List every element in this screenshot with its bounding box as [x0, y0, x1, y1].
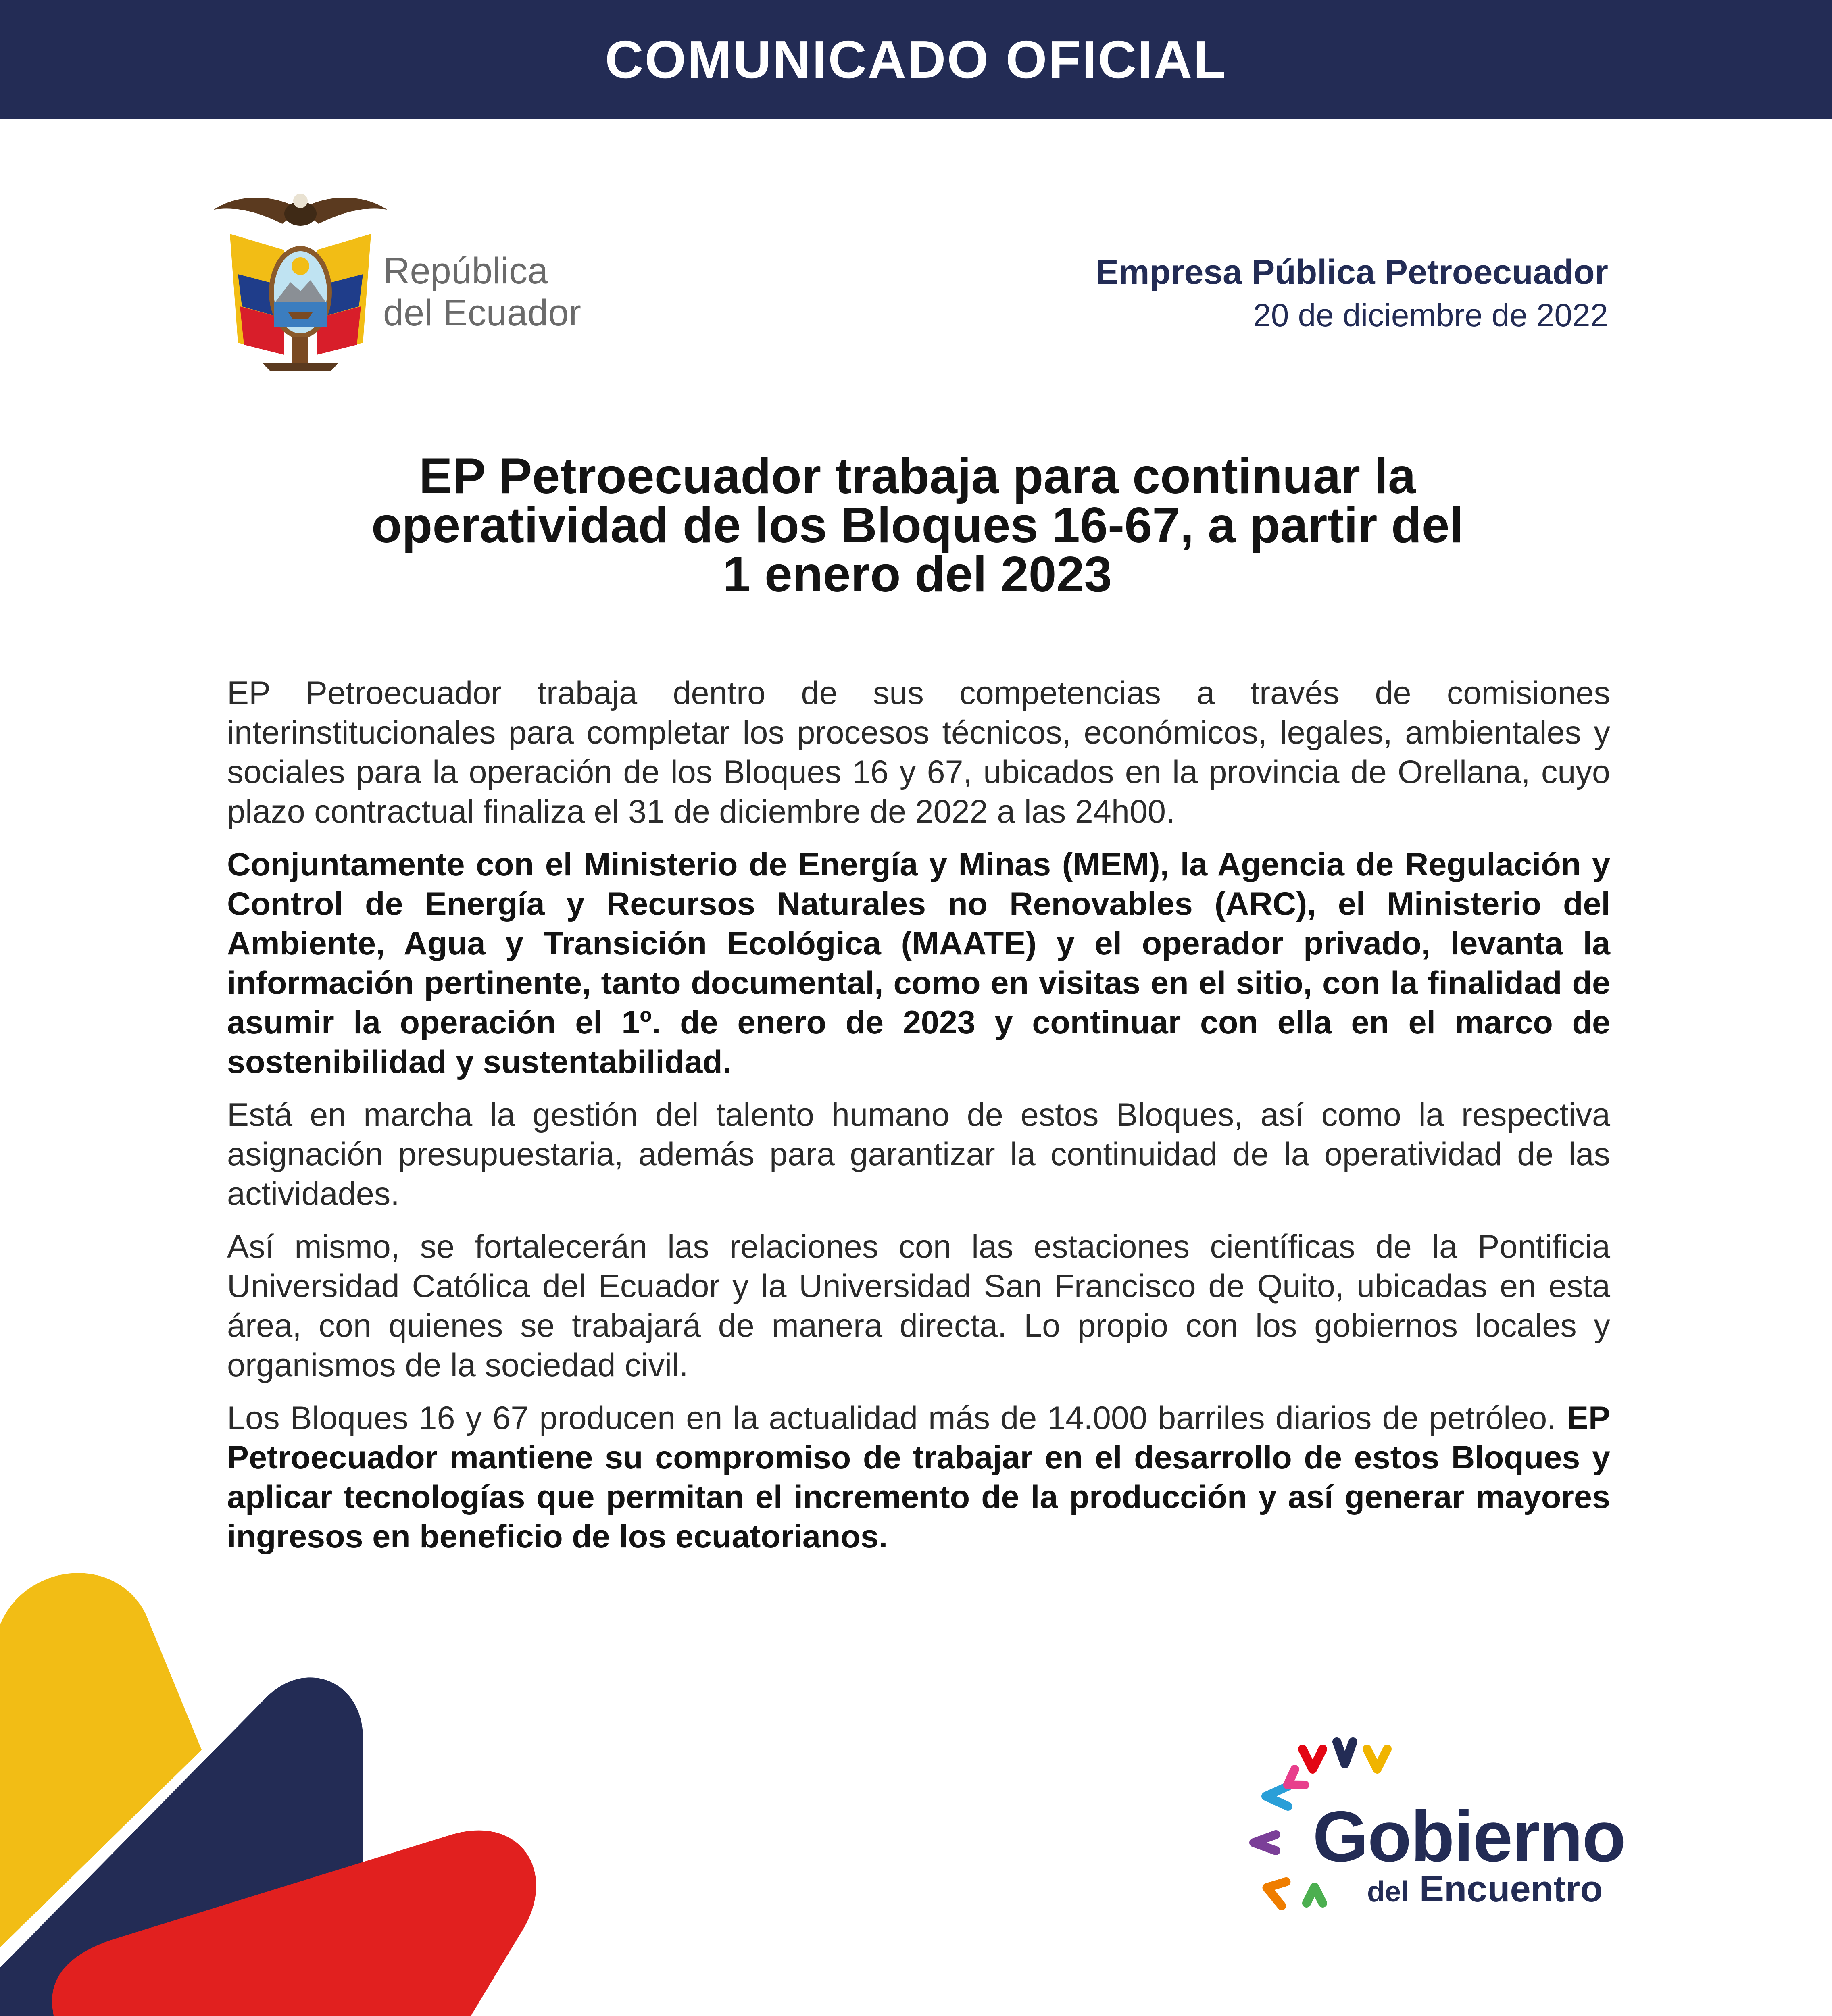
headline-line3: 1 enero del 2023: [723, 547, 1112, 602]
paragraph-4: Así mismo, se fortalecerán las relaciones con las estaciones científicas de la Pontificia Universidad Católica del Ecuador y la Universidad San Francisco de Quito, ubicadas en esta área, con quienes se trabajará de manera directa. Lo propio con los gobiernos locales y organismos de la sociedad civil.: [227, 1229, 1610, 1383]
republic-line2: del Ecuador: [383, 292, 581, 333]
republic-wordmark: [383, 250, 581, 334]
header-banner: [0, 0, 1832, 119]
encuentro-del: del: [1367, 1876, 1409, 1908]
paragraph-5: [227, 1398, 1610, 1556]
encuentro-word: Encuentro: [1419, 1868, 1603, 1910]
publisher-block: [1096, 250, 1608, 336]
banner-title: COMUNICADO OFICIAL: [605, 30, 1227, 89]
decorative-shapes: [0, 1564, 565, 2016]
body-text: [227, 673, 1610, 1570]
organization-name: Empresa Pública Petroecuador: [1095, 253, 1608, 292]
publication-date: 20 de diciembre de 2022: [1253, 297, 1608, 333]
headline-line1: EP Petroecuador trabaja para continuar la: [419, 448, 1416, 504]
paragraph-3: Está en marcha la gestión del talento humano de estos Bloques, así como la respectiva asignación presupuestaria, además para garantizar la continuidad de la operatividad de las actividades.: [227, 1097, 1610, 1212]
paragraph-5-regular: Los Bloques 16 y 67 producen en la actualidad más de 14.000 barriles diarios de petróleo.: [227, 1400, 1567, 1436]
page-title: [226, 448, 1609, 602]
republic-line1: República: [383, 250, 548, 292]
coat-of-arms-icon: [214, 185, 387, 375]
headline-line2: operatividad de los Bloques 16-67, a partir del: [371, 498, 1464, 553]
paragraph-2: Conjuntamente con el Ministerio de Energía y Minas (MEM), la Agencia de Regulación y Control de Energía y Recursos Naturales no Renovables (ARC), el Ministerio del Ambiente, Agua y Transición Ecológica (MAATE) y el operador privado, levanta la información pertinente, tanto documental, como en visitas en el sitio, con la finalidad de asumir la operación el 1º. de enero de 2023 y continuar con ella en el marco de sostenibilidad y sustentabilidad.: [227, 846, 1610, 1080]
encuentro-wordmark: [1367, 1869, 1603, 1912]
gobierno-wordmark: Gobierno: [1313, 1796, 1626, 1876]
paragraph-5-bold: EP Petroecuador mantiene su compromiso de trabajar en el desarrollo de estos Bloques y aplicar tecnologías que permitan el incremento de la producción y así generar mayores ingresos en beneficio de los ecuatorianos.: [227, 1400, 1610, 1555]
paragraph-1: EP Petroecuador trabaja dentro de sus competencias a través de comisiones interinstitucionales para completar los procesos técnicos, económicos, legales, ambientales y sociales para la operación de los Bloques 16 y 67, ubicados en la provincia de Orellana, cuyo plazo contractual finaliza el 31 de diciembre de 2022 a las 24h00.: [227, 675, 1610, 830]
